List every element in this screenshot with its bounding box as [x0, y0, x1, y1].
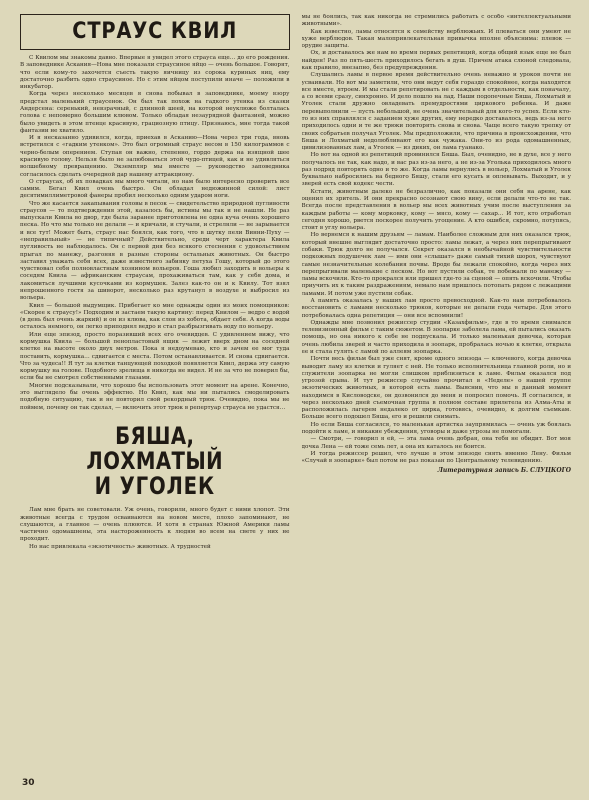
- article2-paragraph: Ох, и доставалось же нам во время первых репетиций, когда общий язык еще не был найден! Раз по пять-шесть приходилось бегать в душ. Причем атака слюной следовала, как правило, внезапно, без предупреждения.: [301, 50, 571, 71]
- article2-paragraph: Но вернемся к нашим друзьям — ламам. Наиболее сложным для них оказался трюк, который внешне выглядит достаточно просто: ламы лежат, а через них перепрыгивают собаки. Трюк долго не получался. Секрет оказался в необычайной чувствительности подкожных подушечек лам — ими они «слышат» даже самый тихий шорох, чувствуют самые незначительные колебания почвы. Вроде бы лежали спокойно, когда через них перепрыгивали маленькие с песком. Но вот пустили собак, те побежали по манежу — ламы вскочили. Кто-то прокрался или пришел где-то за сценой — опять вскочили. Чтобы приучить их к таким раздражениям, немало нам пришлось потопать рядом с лежащими ламами. И потом уже пустили собак.: [301, 232, 571, 297]
- article2-paragraph: Слушались ламы в первое время действительно очень неважно и уроков почти не усваивали. Но вот мы заметили, что они ведут себя гораздо спокойнее, когда находятся все вместе, втроем. И мы стали репетировать не с каждым в отдельности, как поначалу, а со всеми сразу, синхронно. И дело пошло на лад. Наши подопечные Бяша, Лохматый и Уголек стали дружно овладевать премудростями циркового ребенка. И даже перевыполнили — пусть небольшой, не очень значительный для кого-то успех. Если кто-то из них справлялся с заданием хуже других, ему нередко доставалось, ведь из-за него приходилось одни и те же трюки повторять снова и снова. Чаще всего такую трепку от своих собратьев получал Уголек. Мы предположили, что причина в происхождении, что Бяша и Лохматый недолюбливают его как чужака. Они-то из рода одомашненных, цивилизованных лам, а Уголек — из диких, он лама гуанако.: [301, 72, 571, 152]
- article1-paragraph: Многие подсказывали, что хорошо бы использовать этот момент на арене. Конечно, это выглядело бы очень эффектно. Но Квил, как мы ни пытались смоделировать подобную ситуацию, так и не повторил свой рекордный трюк. Очевидно, пока мы не поймем, почему он так сделал, — включить этот трюк в репертуар страуса не удастся…: [20, 382, 290, 411]
- article2-paragraph: Но нас привлекала «экзотичность» животных. А трудностей: [29, 543, 211, 550]
- page-number: 30: [22, 778, 35, 788]
- article2-title-line1: БЯША, ЛОХМАТЫЙ: [86, 421, 224, 475]
- article2-paragraph: Как известно, ламы относятся к семейству верблюжьих. И плеваться они умеют не хуже верблюдов. Такая малопривлекательная привычка вполне объяснима: плевок — орудие защиты.: [301, 28, 571, 50]
- article1-paragraph: О страусах, об их повадках мы много читали, но нам было интересно проверить все самим. Бегал Квил очень быстро. Он обладал недюжинной силой: лист десятимиллиметровой фанеры пробил несколько одним ударом ноги.: [20, 178, 290, 200]
- article2-title: [20, 421, 290, 501]
- article1-paragraph: Или еще эпизод, просто поразивший всех его очевидцев. С удивлением вижу, что кормушка Квила — большой пенопластовый ящик — лежит вверх дном на соседней клетке на высоте около двух метров. Пока я недоумеваю, кто и зачем ее мог туда поставить, кормушка… сдвигается с места. Потом останавливается. И снова сдвигается. Что за чудеса!! Я тут за клетки танцующей походкой появляется Квил, держа эту самую кормушку на голове. Подобного зрелища я никогда не видел. И не за что не поверил бы, если бы не смотрел собственными глазами.: [20, 331, 290, 382]
- article2-credit: Литературная запись Б. СЛУЦКОГО: [437, 467, 571, 475]
- right-column: [302, 14, 572, 772]
- left-column: [20, 14, 290, 772]
- article2-paragraph: А память оказалась у наших лам просто превосходной. Как-то нам потребовалось восстановить с ламами несколько трюков, которые не делали года четыре. Для этого потребовалась одна репетиция — они все вспомнили!: [301, 297, 571, 319]
- article2-paragraph: Почти весь фильм был уже снят, кроме одного эпизода — ключевого, когда девочка выводит ламу из клетки и гуляет с ней. Не только исполнительница главной роли, но и служители зоопарка не могли слишком приблизиться к ламе. Фильм оказался под угрозой срыва. И тут режиссер случайно прочитал в «Неделе» о нашей группе экзотических животных, в которой есть ламы. Выяснив, что мы в данный момент находимся в Кисловодске, он дозвонился до меня и попросил помочь. Я согласился, и через несколько дней съемочная группа в полном составе прилетела из Алма-Аты и расположилась лагерем недалеко от цирка, готовясь, очевидно, к долгим съемкам. Больше всего подошел Бяша, его и решили снимать.: [301, 356, 571, 421]
- two-column-layout: [20, 14, 571, 772]
- article1-title-box: [20, 14, 290, 50]
- article2-paragraph: мы не боялись, так как никогда не стремились работать с особо «интеллектуальными животными».: [301, 14, 571, 28]
- article2-paragraph: Но если Бяша согласился, то маленькая артистка заупрямилась — очень уж боялась подойти к ламе, и никакие убеждения, уговоры и даже угрозы не помогали.: [301, 421, 571, 436]
- article2-body-left: [20, 507, 290, 551]
- article1-paragraph: Квил — большой выдумщик. Прибегает ко мне однажды один из моих помощников: «Скорее к страусу!» Подходим и застаем такую картину: перед Квилом — ведро с водой (в день был очень жаркий) и он из клюва, как слон из хобота, обдает себя. А когда воды осталось немного, он легко приподнял ведро и стал разбрызгивать воду по вольеру.: [20, 302, 290, 331]
- article1-title: СТРАУС КВИЛ: [72, 18, 238, 44]
- article2-paragraph: Лам мне брать не советовали. Уж очень, говорили, много будет с ними хлопот. Эти животные всегда с трудом осваиваются на новом месте, плохо запоминают, не слушаются, а главное — очень плюются. И хотя в странах Южной Америки ламы частично одомашнены, эта настороженность к людям во всем на свете у них не проходит.: [20, 507, 290, 543]
- article1-paragraph: Что же касается закапывания головы в песок — свидетельство природной пугливости страусов — то подтверждения этой, казалось бы, истины мы так и не нашли. Не раз выпускали Квила во двор, где была заранее приготовлена не одна куча очень хорошего песка. Но что мы только не делали — и кричали, и стучали, и стреляли — не зарывается и все тут! Может быть, страус нас боялся, как того, что в шутку пели Винни-Пуху — «неправильный» — не типичный? Действительно, среди черт характера Квила пугливость не наблюдалось. Он с первой дня без всякого стеснения с удовольствием прыгал по манежу, разгоняя в разные стороны остальных животных. Он быстро заставил уважать себя всех, даже известного забияку петуха Гошу, который до этого чувствовал себя полновластным хозяином вольеров. Гоша любил заходить в вольеры к соседям Квила — африканским страусам, прохаживаться там, как у себя дома, и лакомиться лучшими кусочками из кормушек. Залез как-то он и к Квилу. Тот взял непрошенного гостя за шиворот, несколько раз крутанул в воздухе и выбросил из вольера.: [20, 200, 290, 302]
- article2-title-line2: И УГОЛЕК: [94, 472, 215, 501]
- article2-paragraph: Однажды мне позвонил режиссер студии «Казахфильм», где в то время снимался телевизионный фильм с таким сюжетом. В зоопарке заболела лама, ей пытались оказать помощь, но она никого к себе не подпускала. И только маленькая девочка, которая очень любила зверей и часто приходила в зоопарк, пробралась ночью к клетке, открыла ее и стала гулять с ламой по аллеям зоопарка.: [301, 319, 571, 355]
- article1-body: [20, 55, 290, 412]
- article2-paragraph: Но вот на одной из репетиций провинился Бяша. Был, очевидно, не в духе, все у него получалось не так, как надо, и вас раз из-за него, а не из-за Уголька приходилось много раз подряд повторять одно и то же. Когда ламы вернулись в вольер, Лохматый и Уголек буквально набросились на бедного Бяшу, стали его кусать и оплевывать. Выходит, и у зверей есть свой кодекс чести.: [301, 152, 571, 188]
- article2-paragraph: Кстати, животным далеко не безразлично, как показали они себя на арене, как оценил их зритель. И они прекрасно осознают свою вину, если делали что-то не так. Всегда после представления в вольер мы всех животных учим после выступления за каждым работы — кому морковку, кому — мясо, кому — сахар… И тот, кто отработал сегодня хорошо, рвется поскорее получить угощение. А кто ошибся, скромно, потупясь, стоит в углу вольера.: [301, 188, 571, 232]
- article2-paragraph: — Смотри, — говорил я ей, — эта лама очень добрая, она тебя не обидит. Вот моя дочка Лена — ей тоже семь лет, а она их каталось не боится.: [301, 436, 571, 450]
- article1-paragraph: С Квилом мы знакомы давно. Впервые я увидел этого страуса еще… до его рождения. В заповеднике Аскания—Нова мне показали страусиное яйцо — очень большое. Говорят, что если кому-то захочется съесть такую яичницу из сорока куриных яиц, ему достаточно разбить одно страусиное. Но с этим яйцом поступили иначе — положили в инкубатор.: [20, 55, 290, 91]
- article1-paragraph: И я несказанно удивился, когда, приехав в Асканию—Нова через три года, вновь встретился с «гадким утенком». Это был огромный страус весом в 150 килограммов с черно-белым оперением. Ступая он важно, степенно, гордо держа на изящной шее красивую голову. Нельзя было не залюбоваться этой чудо-птицей, как и не удивляться волшебному превращению. Экземпляр мы вместе — руководство заповедника согласилось сделать очередной дар нашему аттракциону.: [20, 135, 290, 178]
- article2-body-right: [302, 14, 572, 465]
- article2-paragraph: И тогда режиссер решил, что лучше в этом эпизоде снять именно Лену. Фильм «Случай в зоопарке» был потом не раз показан по Центральному телевидению.: [301, 450, 571, 465]
- article1-paragraph: Когда через несколько месяцев я снова побывал в заповеднике, моему взору предстал маленький страусенок. Он был так похож на гадкого утенка из сказки Андерсена: серенький, невзрачный, с длинной шеей, на которой неуклюже болталась голова с непомерно большим клювом. Только обладая незаурядной фантазией, можно было увидеть в этом птенце красивую, грациозную птицу. Признаюсь, мне тогда такой фантазии не хватило.: [20, 91, 290, 134]
